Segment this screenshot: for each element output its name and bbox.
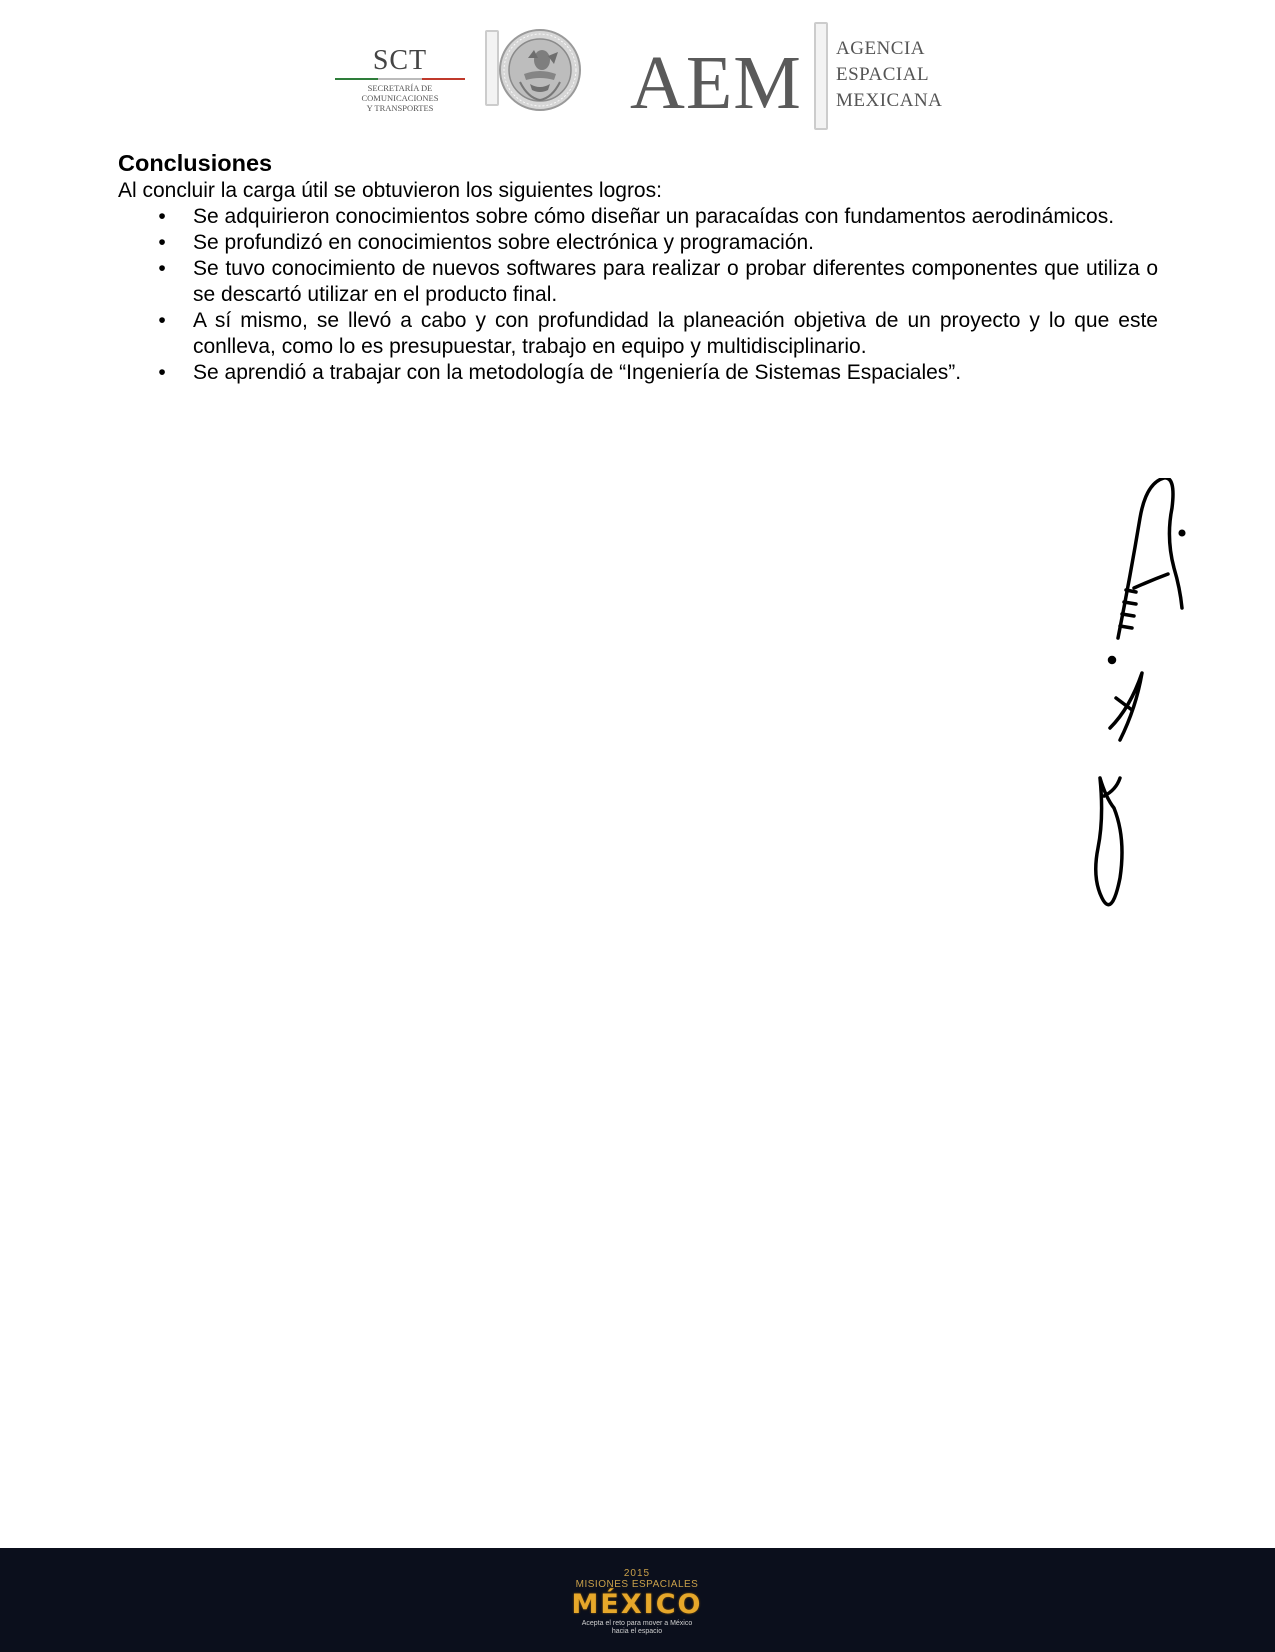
list-item-text: Se adquirieron conocimientos sobre cómo diseñar un paracaídas con fundamentos aerodinámicos. xyxy=(193,205,1115,228)
aem-name-line-3: MEXICANA xyxy=(836,90,943,111)
intro-paragraph: Al concluir la carga útil se obtuvieron los siguientes logros: xyxy=(118,179,662,202)
list-item-text: A sí mismo, se llevó a cabo y con profundidad la planeación objetiva de un proyecto y lo que este conlleva, como lo es presupuestar, trabajo en equipo y multidisciplinario. xyxy=(193,309,1158,358)
bullet-icon: • xyxy=(158,205,166,228)
aem-abbreviation: AEM xyxy=(630,41,802,125)
footer-tagline-line-1: Acepta el reto para mover a México xyxy=(581,1620,693,1627)
sct-name-line-1: SECRETARÍA DE xyxy=(367,83,433,93)
aem-full-name xyxy=(836,36,942,114)
sct-logo xyxy=(330,46,470,113)
footer-year: 2015 xyxy=(623,1568,651,1579)
list-item xyxy=(118,230,1158,256)
achievements-list xyxy=(118,204,1158,386)
list-item-text: Se tuvo conocimiento de nuevos softwares para realizar o probar diferentes componentes que utiliza o se descartó utilizar en el producto final. xyxy=(193,257,1158,306)
document-body xyxy=(118,148,1158,386)
sct-name-line-2: COMUNICACIONES xyxy=(361,93,439,103)
header-divider-right xyxy=(814,22,828,130)
list-item xyxy=(118,308,1158,360)
misiones-espaciales-logo xyxy=(537,1568,737,1636)
header-divider-left xyxy=(485,30,499,106)
document-footer xyxy=(0,1548,1275,1652)
bullet-icon: • xyxy=(158,309,166,332)
sct-name-line-3: Y TRANSPORTES xyxy=(366,103,434,113)
list-item-text: Se aprendió a trabajar con la metodología de “Ingeniería de Sistemas Espaciales”. xyxy=(193,361,962,384)
list-item xyxy=(118,204,1158,230)
document-header xyxy=(0,0,1275,140)
bullet-icon: • xyxy=(158,257,166,280)
list-item-text: Se profundizó en conocimientos sobre electrónica y programación. xyxy=(193,231,815,254)
bullet-icon: • xyxy=(158,361,166,384)
aem-name-line-2: ESPACIAL xyxy=(836,64,930,85)
list-item xyxy=(118,256,1158,308)
footer-title: MISIONES ESPACIALES xyxy=(575,1579,699,1590)
list-item xyxy=(118,360,1158,386)
bullet-icon: • xyxy=(158,231,166,254)
sct-abbreviation: SCT xyxy=(372,45,428,76)
sct-tricolor-rule xyxy=(335,78,465,80)
footer-brand: MÉXICO xyxy=(571,1589,703,1620)
national-seal-icon xyxy=(498,28,582,112)
footer-tagline-line-2: hacia el espacio xyxy=(611,1628,663,1635)
section-title: Conclusiones xyxy=(118,150,273,176)
aem-name-line-1: AGENCIA xyxy=(836,38,925,59)
handwritten-signature xyxy=(1090,478,1210,928)
